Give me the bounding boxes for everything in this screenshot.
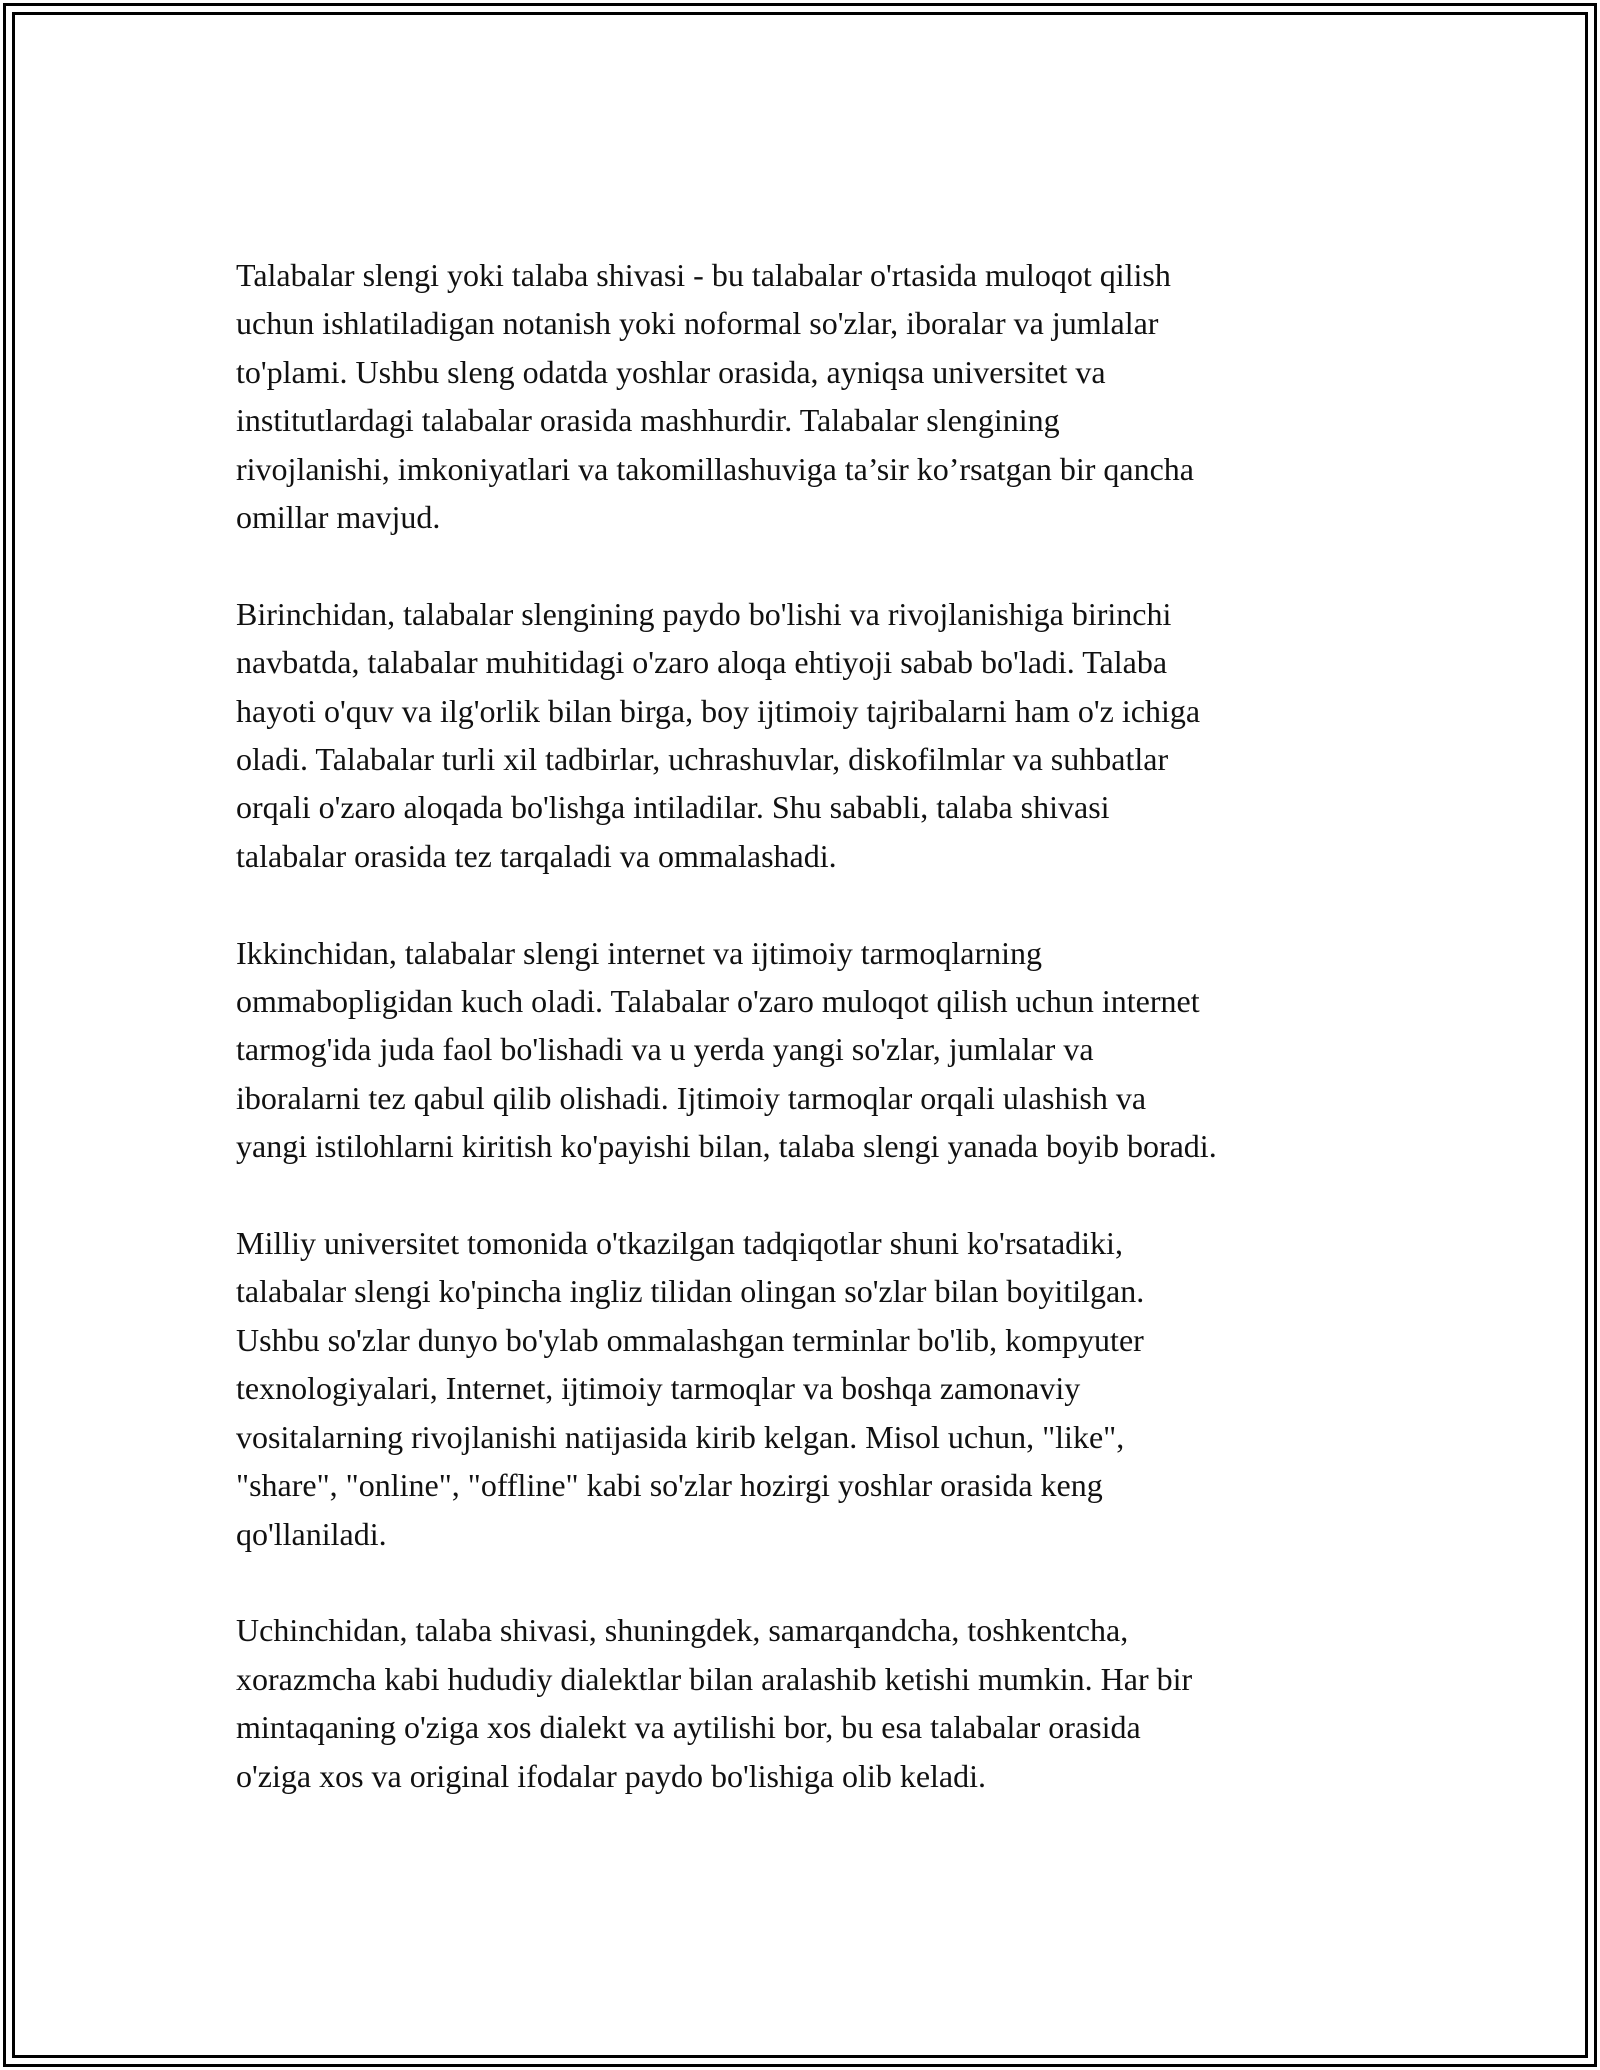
text-line: talabalar slengi ko'pincha ingliz tilidan olingan so'zlar bilan boyitilgan.: [236, 1273, 1145, 1310]
text-line: Ushbu so'zlar dunyo bo'ylab ommalashgan terminlar bo'lib, kompyuter: [236, 1321, 1144, 1358]
paragraph: [236, 1606, 1396, 1800]
text-line: qo'llaniladi.: [236, 1515, 387, 1552]
text-line: tarmog'ida juda faol bo'lishadi va u yerda yangi so'zlar, jumlalar va: [236, 1031, 1094, 1068]
text-line: ommabopligidan kuch oladi. Talabalar o'zaro muloqot qilish uchun internet: [236, 983, 1200, 1020]
text-line: hayoti o'quv va ilg'orlik bilan birga, boy ijtimoiy tajribalarni ham o'z ichiga: [236, 692, 1201, 729]
paragraph: [236, 590, 1396, 880]
document-body: [236, 251, 1396, 1848]
text-line: Ikkinchidan, talabalar slengi internet va ijtimoiy tarmoqlarning: [236, 934, 1042, 971]
text-line: Birinchidan, talabalar slengining paydo bo'lishi va rivojlanishiga birinchi: [236, 595, 1172, 632]
paragraph: [236, 251, 1396, 541]
text-line: to'plami. Ushbu sleng odatda yoshlar orasida, ayniqsa universitet va: [236, 353, 1106, 390]
text-line: yangi istilohlarni kiritish ko'payishi bilan, talaba slengi yanada boyib boradi.: [236, 1128, 1217, 1165]
paragraph: [236, 1219, 1396, 1558]
text-line: o'ziga xos va original ifodalar paydo bo'lishiga olib keladi.: [236, 1757, 987, 1794]
text-line: xorazmcha kabi hududiy dialektlar bilan aralashib ketishi mumkin. Har bir: [236, 1660, 1193, 1697]
text-line: oladi. Talabalar turli xil tadbirlar, uchrashuvlar, diskofilmlar va suhbatlar: [236, 741, 1169, 778]
text-line: talabalar orasida tez tarqaladi va ommalashadi.: [236, 837, 837, 874]
text-line: Milliy universitet tomonida o'tkazilgan tadqiqotlar shuni ko'rsatadiki,: [236, 1225, 1123, 1262]
text-line: navbatda, talabalar muhitidagi o'zaro aloqa ehtiyoji sabab bo'ladi. Talaba: [236, 644, 1168, 681]
text-line: rivojlanishi, imkoniyatlari va takomillashuviga ta’sir ko’rsatgan bir qancha: [236, 450, 1194, 487]
text-line: Uchinchidan, talaba shivasi, shuningdek, samarqandcha, toshkentcha,: [236, 1612, 1129, 1649]
text-line: omillar mavjud.: [236, 499, 441, 536]
text-line: uchun ishlatiladigan notanish yoki noformal so'zlar, iboralar va jumlalar: [236, 305, 1159, 342]
text-line: mintaqaning o'ziga xos dialekt va aytilishi bor, bu esa talabalar orasida: [236, 1709, 1141, 1746]
text-line: orqali o'zaro aloqada bo'lishga intiladilar. Shu sababli, talaba shivasi: [236, 789, 1110, 826]
text-line: texnologiyalari, Internet, ijtimoiy tarmoqlar va boshqa zamonaviy: [236, 1370, 1081, 1407]
text-line: institutlardagi talabalar orasida mashhurdir. Talabalar slengining: [236, 402, 1060, 439]
text-line: "share", "online", "offline" kabi so'zlar hozirgi yoshlar orasida keng: [236, 1467, 1103, 1504]
paragraph: [236, 929, 1396, 1171]
text-line: iboralarni tez qabul qilib olishadi. Ijtimoiy tarmoqlar orqali ulashish va: [236, 1079, 1147, 1116]
text-line: Talabalar slengi yoki talaba shivasi - bu talabalar o'rtasida muloqot qilish: [236, 257, 1171, 293]
text-line: vositalarning rivojlanishi natijasida kirib kelgan. Misol uchun, "like",: [236, 1418, 1125, 1455]
